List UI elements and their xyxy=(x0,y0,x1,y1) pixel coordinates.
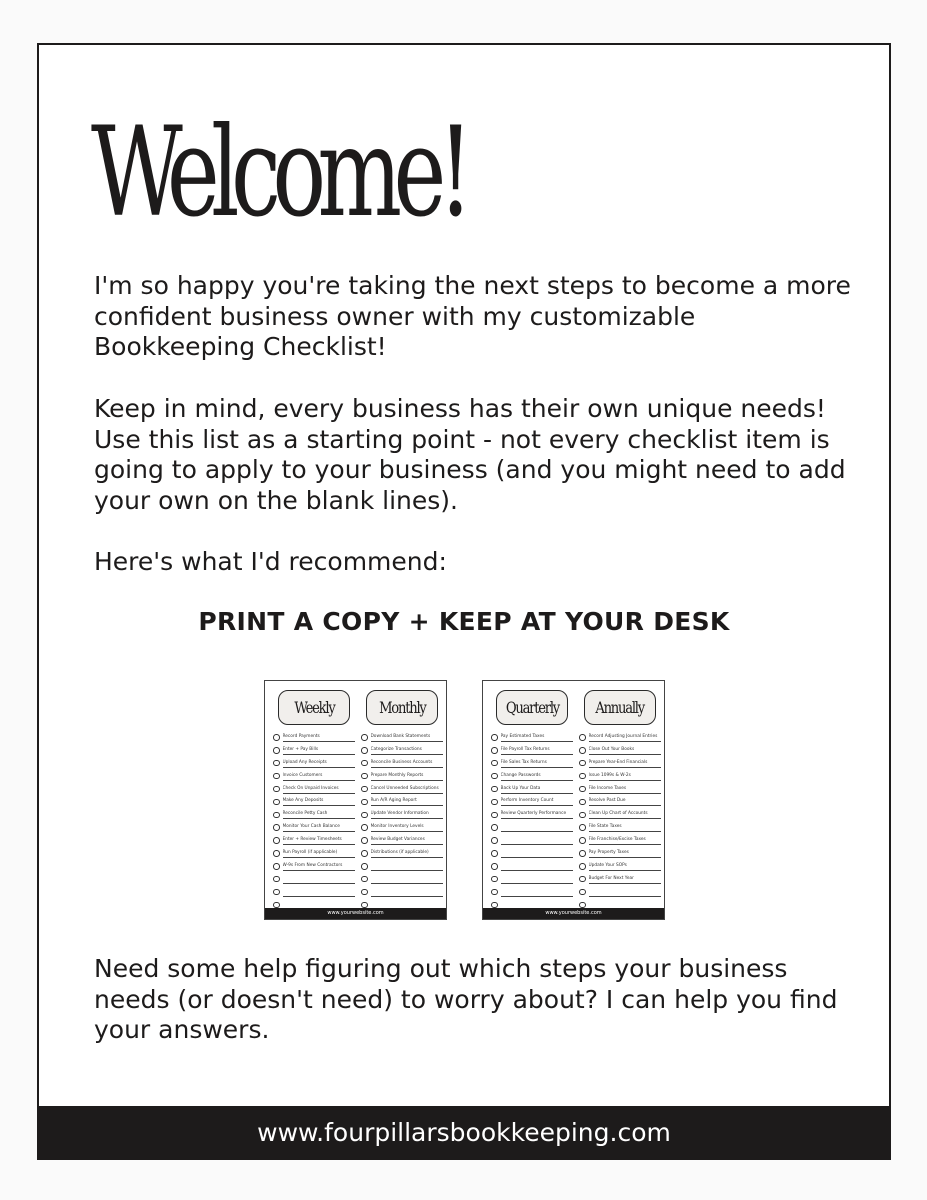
checklist-item-label xyxy=(501,849,574,858)
checkbox-circle-icon xyxy=(491,773,498,780)
checklist-item xyxy=(361,821,443,834)
checklist-item xyxy=(273,847,355,860)
checkbox-circle-icon xyxy=(273,786,280,793)
checklist-item-label: Enter + Review Timesheets xyxy=(283,836,356,845)
column-heading: Weekly xyxy=(293,698,335,717)
checkbox-circle-icon xyxy=(579,863,586,870)
checkbox-circle-icon xyxy=(579,734,586,741)
column-heading: Annually xyxy=(595,698,645,717)
checklist-item xyxy=(361,731,443,744)
checklist-item xyxy=(361,834,443,847)
checklist-item-label: Review Quarterly Performance xyxy=(501,810,574,819)
checklist-item-label: Record Payments xyxy=(283,733,356,742)
checkbox-circle-icon xyxy=(491,760,498,767)
checkbox-circle-icon xyxy=(273,837,280,844)
checkbox-circle-icon xyxy=(491,889,498,896)
website-footer xyxy=(39,1106,889,1158)
checklist-item xyxy=(361,783,443,796)
checkbox-circle-icon xyxy=(491,863,498,870)
checklist-item xyxy=(491,873,573,886)
checklist-item xyxy=(579,873,661,886)
checklist-item-label: Budget For Next Year xyxy=(589,875,662,884)
checkbox-circle-icon xyxy=(361,824,368,831)
checklist-item-label: File State Taxes xyxy=(589,823,662,832)
welcome-title: Welcome! xyxy=(91,101,465,245)
checkbox-circle-icon xyxy=(273,863,280,870)
checkbox-circle-icon xyxy=(361,812,368,819)
recommend-paragraph: Here's what I'd recommend: xyxy=(94,547,447,576)
checklist-item xyxy=(361,744,443,757)
checkbox-circle-icon xyxy=(361,760,368,767)
checklist-preview-page-1 xyxy=(264,680,447,920)
checkbox-circle-icon xyxy=(273,734,280,741)
checklist-item-label: Enter + Pay Bills xyxy=(283,746,356,755)
keep-in-mind-paragraph: Keep in mind, every business has their own unique needs! Use this list as a starting point - not every checklist item is going to apply to your business (and you might need to add your own on the blank lines). xyxy=(94,394,846,515)
checklist-item xyxy=(273,834,355,847)
intro-paragraph: I'm so happy you're taking the next steps to become a more confident business owner with my customizable Bookkeeping Checklist! xyxy=(94,271,851,361)
checklist-item xyxy=(579,795,661,808)
checklist-item-label xyxy=(501,823,574,832)
checkbox-circle-icon xyxy=(273,773,280,780)
page-frame xyxy=(37,43,891,1160)
column-heading: Quarterly xyxy=(505,698,559,717)
checklist-item xyxy=(361,770,443,783)
checkbox-circle-icon xyxy=(361,837,368,844)
checklist-column-monthly xyxy=(361,690,443,920)
checklist-item-label: File Income Taxes xyxy=(589,785,662,794)
checklist-column-weekly xyxy=(273,690,355,920)
checklist-item-label: Pay Property Taxes xyxy=(589,849,662,858)
checklist-item-label: Monitor Your Cash Balance xyxy=(283,823,356,832)
checklist-item-label: Distributions (if applicable) xyxy=(371,849,444,858)
checklist-item xyxy=(491,795,573,808)
checklist-item xyxy=(273,860,355,873)
checklist-item xyxy=(491,783,573,796)
checklist-item xyxy=(491,744,573,757)
checklist-item xyxy=(273,744,355,757)
checklist-item-label: Clean Up Chart of Accounts xyxy=(589,810,662,819)
preview-page-footer: www.yourwebsite.com xyxy=(483,908,664,919)
checkbox-circle-icon xyxy=(361,773,368,780)
checklist-item xyxy=(361,757,443,770)
checklist-item xyxy=(273,808,355,821)
checklist-item-label: File Payroll Tax Returns xyxy=(501,746,574,755)
checkbox-circle-icon xyxy=(579,747,586,754)
checkbox-circle-icon xyxy=(273,799,280,806)
checklist-item xyxy=(361,808,443,821)
checklist-item-label xyxy=(501,836,574,845)
checklist-item xyxy=(579,744,661,757)
checklist-item xyxy=(579,860,661,873)
checkbox-circle-icon xyxy=(579,773,586,780)
checklist-item xyxy=(491,821,573,834)
checkbox-circle-icon xyxy=(361,889,368,896)
checkbox-circle-icon xyxy=(273,812,280,819)
checkbox-circle-icon xyxy=(361,734,368,741)
checklist-item-label: Cancel Unneeded Subscriptions xyxy=(371,785,444,794)
checklist-item-label xyxy=(371,875,444,884)
column-heading: Monthly xyxy=(378,698,426,717)
checkbox-circle-icon xyxy=(579,812,586,819)
checkbox-circle-icon xyxy=(361,863,368,870)
checkbox-circle-icon xyxy=(579,876,586,883)
checklist-item-label: Reconcile Business Accounts xyxy=(371,759,444,768)
checkbox-circle-icon xyxy=(273,889,280,896)
checkbox-circle-icon xyxy=(579,850,586,857)
checklist-item-label: Change Passwords xyxy=(501,772,574,781)
checklist-item xyxy=(579,821,661,834)
column-heading-pill xyxy=(584,690,656,725)
checkbox-circle-icon xyxy=(491,799,498,806)
checklist-item-label: Make Any Deposits xyxy=(283,797,356,806)
checklist-item-label: Update Your SOPs xyxy=(589,862,662,871)
checklist-item xyxy=(579,886,661,899)
checklist-item xyxy=(361,886,443,899)
checklist-item xyxy=(273,886,355,899)
column-heading-pill xyxy=(278,690,350,725)
checklist-item-label: File Sales Tax Returns xyxy=(501,759,574,768)
checkbox-circle-icon xyxy=(579,837,586,844)
checklist-item xyxy=(491,731,573,744)
checkbox-circle-icon xyxy=(491,734,498,741)
checklist-column-annually xyxy=(579,690,661,920)
print-copy-heading: PRINT A COPY + KEEP AT YOUR DESK xyxy=(198,607,730,636)
checkbox-circle-icon xyxy=(579,824,586,831)
checkbox-circle-icon xyxy=(273,760,280,767)
checklist-item xyxy=(491,808,573,821)
checkbox-circle-icon xyxy=(491,876,498,883)
checklist-item xyxy=(491,757,573,770)
checklist-item xyxy=(579,783,661,796)
preview-page-footer: www.yourwebsite.com xyxy=(265,908,446,919)
column-heading-pill xyxy=(366,690,438,725)
checklist-item xyxy=(579,808,661,821)
checklist-preview-page-2 xyxy=(482,680,665,920)
checklist-item xyxy=(491,770,573,783)
checklist-item-label: Run Payroll (if applicable) xyxy=(283,849,356,858)
checklist-item-label: Upload Any Receipts xyxy=(283,759,356,768)
checklist-column-quarterly xyxy=(491,690,573,920)
checklist-item xyxy=(361,795,443,808)
checklist-item-label xyxy=(283,888,356,897)
checklist-item xyxy=(361,860,443,873)
checklist-item xyxy=(491,886,573,899)
checklist-item-label: Download Bank Statements xyxy=(371,733,444,742)
checklist-item xyxy=(273,757,355,770)
checklist-item-label: Issue 1099s & W-2s xyxy=(589,772,662,781)
checklist-item-label: Check On Unpaid Invoices xyxy=(283,785,356,794)
checklist-item-label: Run A/R Aging Report xyxy=(371,797,444,806)
checklist-item-label xyxy=(589,888,662,897)
checklist-item xyxy=(273,770,355,783)
checklist-item xyxy=(579,847,661,860)
checklist-item xyxy=(491,847,573,860)
checklist-item xyxy=(491,860,573,873)
checklist-item-label: Monitor Inventory Levels xyxy=(371,823,444,832)
checklist-item-label: Invoice Customers xyxy=(283,772,356,781)
checkbox-circle-icon xyxy=(579,799,586,806)
checkbox-circle-icon xyxy=(579,889,586,896)
column-heading-pill xyxy=(496,690,568,725)
checklist-item xyxy=(361,847,443,860)
checklist-item xyxy=(579,834,661,847)
checklist-item-label: Close Out Your Books xyxy=(589,746,662,755)
checklist-item-label: File Franchise/Excise Taxes xyxy=(589,836,662,845)
checkbox-circle-icon xyxy=(491,824,498,831)
checklist-item xyxy=(273,873,355,886)
checkbox-circle-icon xyxy=(361,799,368,806)
checkbox-circle-icon xyxy=(491,812,498,819)
checkbox-circle-icon xyxy=(361,876,368,883)
checklist-item xyxy=(273,795,355,808)
checklist-item-label xyxy=(371,888,444,897)
checklist-item-label: Review Budget Variances xyxy=(371,836,444,845)
checkbox-circle-icon xyxy=(273,747,280,754)
checkbox-circle-icon xyxy=(273,824,280,831)
checklist-item xyxy=(491,834,573,847)
checkbox-circle-icon xyxy=(273,876,280,883)
checklist-item-label xyxy=(501,888,574,897)
checklist-item-label: Prepare Monthly Reports xyxy=(371,772,444,781)
checklist-item xyxy=(579,770,661,783)
checkbox-circle-icon xyxy=(361,850,368,857)
checklist-item-label: Perform Inventory Count xyxy=(501,797,574,806)
checklist-item-label: W-9s From New Contractors xyxy=(283,862,356,871)
checkbox-circle-icon xyxy=(491,786,498,793)
checkbox-circle-icon xyxy=(491,850,498,857)
checklist-item-label xyxy=(501,862,574,871)
checklist-item xyxy=(579,757,661,770)
checkbox-circle-icon xyxy=(491,747,498,754)
checklist-item-label: Back Up Your Data xyxy=(501,785,574,794)
checklist-item-label: Reconcile Petty Cash xyxy=(283,810,356,819)
checkbox-circle-icon xyxy=(361,747,368,754)
checkbox-circle-icon xyxy=(273,850,280,857)
checklist-item-label: Pay Estimated Taxes xyxy=(501,733,574,742)
checklist-item xyxy=(361,873,443,886)
checkbox-circle-icon xyxy=(579,760,586,767)
checklist-item-label xyxy=(283,875,356,884)
checkbox-circle-icon xyxy=(579,786,586,793)
checkbox-circle-icon xyxy=(361,786,368,793)
checklist-item-label: Categorize Transactions xyxy=(371,746,444,755)
checklist-item xyxy=(273,821,355,834)
checklist-item-label: Update Vendor Information xyxy=(371,810,444,819)
checklist-item xyxy=(273,731,355,744)
checklist-item-label xyxy=(371,862,444,871)
checklist-item-label: Prepare Year-End Financials xyxy=(589,759,662,768)
checklist-item-label: Record Adjusting Journal Entries xyxy=(589,733,662,742)
checklist-item-label xyxy=(501,875,574,884)
checklist-item-label: Resolve Past Due xyxy=(589,797,662,806)
help-paragraph: Need some help figuring out which steps your business needs (or doesn't need) to worry about? I can help you find your answers. xyxy=(94,954,838,1044)
website-url[interactable]: www.fourpillarsbookkeeping.com xyxy=(257,1117,671,1147)
checklist-item xyxy=(273,783,355,796)
checklist-item xyxy=(579,731,661,744)
checkbox-circle-icon xyxy=(491,837,498,844)
